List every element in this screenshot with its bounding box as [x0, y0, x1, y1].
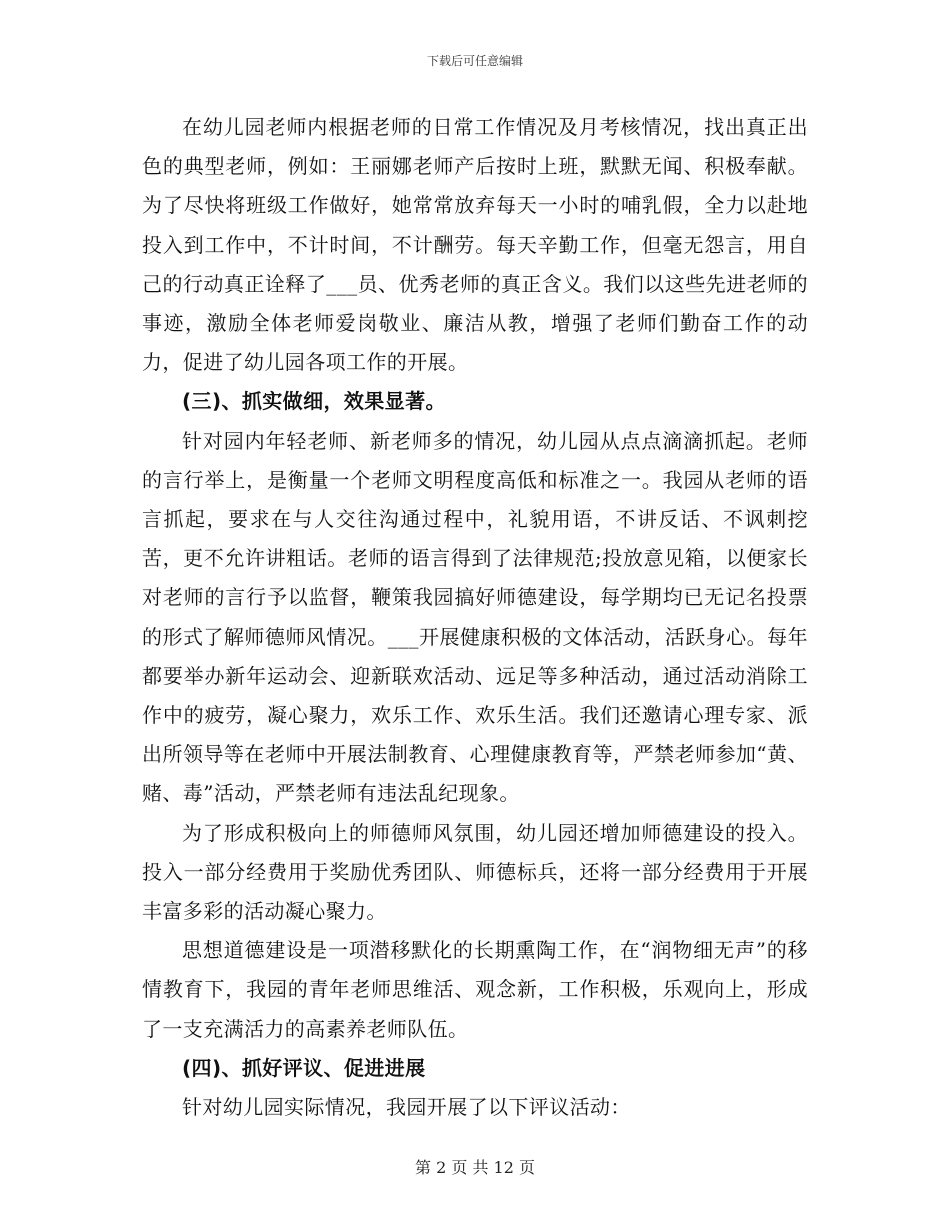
paragraph-4: 思想道德建设是一项潜移默化的长期熏陶工作，在“润物细无声”的移情教育下，我园的青年老师思维活、观念新，工作积极，乐观向上，形成了一支充满活力的高素养老师队伍。 [142, 938, 808, 1041]
paragraph-2: 针对园内年轻老师、新老师多的情况，幼儿园从点点滴滴抓起。老师的言行举上，是衡量一个老师文明程度高低和标准之一。我园从老师的语言抓起，要求在与人交往沟通过程中，礼貌用语，不讲反话、不讽刺挖苦，更不允许讲粗话。老师的语言得到了法律规范;投放意见箱，以便家长对老师的言行予以监督，鞭策我园搞好师德建设，每学期均已无记名投票的形式了解师德师风情况。___开展健康积极的文体活动，活跃身心。每年都要举办新年运动会、迎新联欢活动、远足等多种活动，通过活动消除工作中的疲劳，凝心聚力，欢乐工作、欢乐生活。我们还邀请心理专家、派出所领导等在老师中开展法制教育、心理健康教育等，严禁老师参加“黄、赌、毒”活动，严禁老师有违法乱纪现象。 [142, 428, 808, 806]
section-heading-3: (三)、抓实做细，效果显著。 [182, 389, 446, 414]
page-header: 下载后可任意编辑 [426, 54, 523, 68]
document-body [142, 108, 808, 1127]
page-footer: 第 2 页 共 12 页 [415, 1158, 535, 1177]
section-heading-4: (四)、抓好评议、促进进展 [182, 1055, 426, 1080]
paragraph-1: 在幼儿园老师内根据老师的日常工作情况及月考核情况，找出真正出色的典型老师，例如：王丽娜老师产后按时上班，默默无闻、积极奉献。为了尽快将班级工作做好，她常常放弃每天一小时的哺乳假，全力以赴地投入到工作中，不计时间，不计酬劳。每天辛勤工作，但毫无怨言，用自己的行动真正诠释了___员、优秀老师的真正含义。我们以这些先进老师的事迹，激励全体老师爱岗敬业、廉洁从教，增强了老师们勤奋工作的动力，促进了幼儿园各项工作的开展。 [142, 115, 808, 375]
paragraph-5: 针对幼儿园实际情况，我园开展了以下评议活动： [182, 1095, 631, 1120]
paragraph-3: 为了形成积极向上的师德师风氛围，幼儿园还增加师德建设的投入。投入一部分经费用于奖励优秀团队、师德标兵，还将一部分经费用于开展丰富多彩的活动凝心聚力。 [142, 820, 808, 924]
